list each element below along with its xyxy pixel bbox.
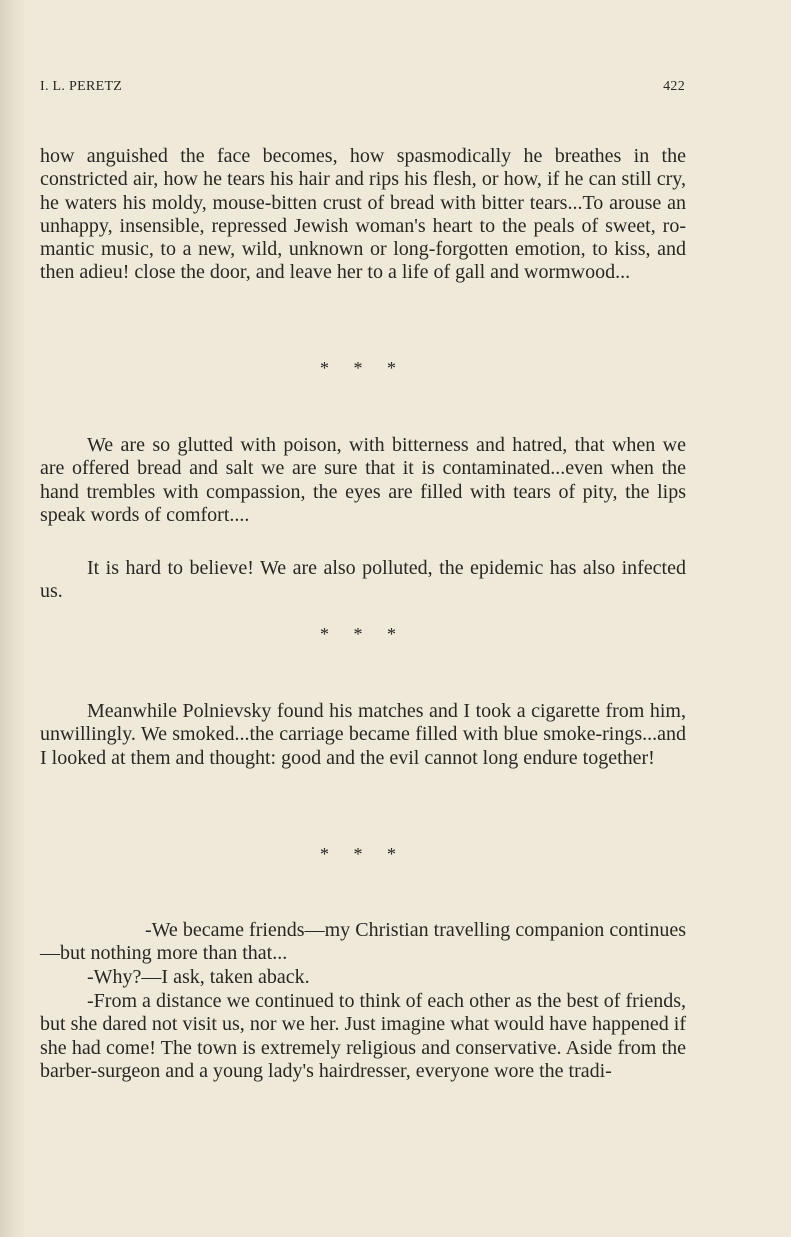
page-number: 422 bbox=[663, 79, 685, 94]
page-header bbox=[40, 79, 685, 99]
paragraph-6: -Why?—I ask, taken aback. bbox=[87, 966, 310, 988]
paragraph-3: It is hard to believe! We are also polluted, the epidemic has also infected us. bbox=[40, 557, 686, 603]
paragraph-7: -From a distance we continued to think of each other as the best of friends, but she dared not visit us, nor we her. Just imagine what would have happened if she had come! The town is extremely religious and conservative. Aside from the barber-surgeon and a young lady's hairdresser, everyone wore the tradi- bbox=[40, 990, 686, 1082]
page-gutter-shadow bbox=[0, 0, 26, 1237]
section-separator: * * * bbox=[320, 358, 406, 378]
paragraph-1: how anguished the face becomes, how spasmodically he breathes in the constricted air, how he tears his hair and rips his flesh, or how, if he can still cry, he waters his moldy, mouse-bitten crust of bread with bitter tears...To arouse an unhappy, insensible, repressed Jewish woman's heart to the peals of sweet, romantic music, to a new, wild, unknown or long-forgotten emotion, to kiss, and then adieu! close the door, and leave her to a life of gall and wormwood... bbox=[40, 145, 686, 284]
section-separator: * * * bbox=[320, 844, 406, 864]
running-head: I. L. PERETZ bbox=[40, 79, 123, 94]
paragraph-5: -We became friends—my Christian travelling companion continues—but nothing more than that... bbox=[40, 919, 686, 965]
paragraph-2: We are so glutted with poison, with bitterness and hatred, that when we are offered bread and salt we are sure that it is contaminated...even when the hand trembles with compassion, the eyes are filled with tears of pity, the lips speak words of comfort.... bbox=[40, 434, 686, 526]
paragraph-4: Meanwhile Polnievsky found his matches and I took a cigarette from him, unwillingly. We smoked...the carriage became filled with blue smoke-rings...and I looked at them and thought: good and the evil cannot long endure together! bbox=[40, 700, 686, 769]
section-separator: * * * bbox=[320, 624, 406, 644]
